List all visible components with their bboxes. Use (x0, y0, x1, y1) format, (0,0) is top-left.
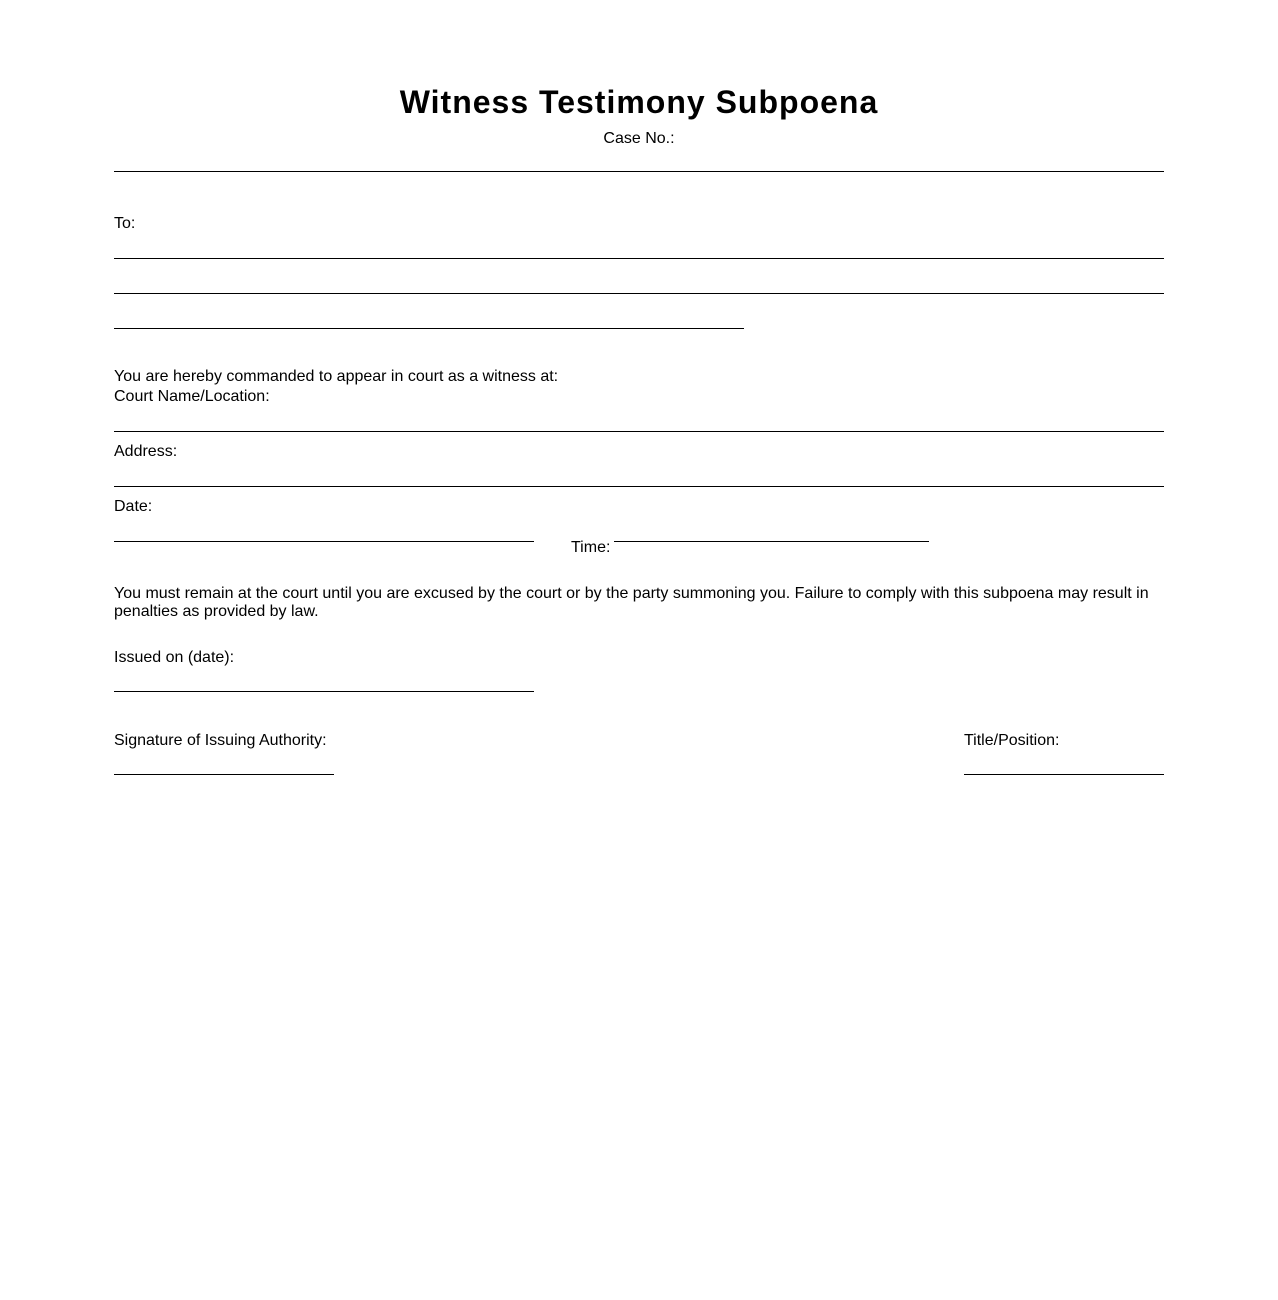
to-label: To: (114, 215, 136, 232)
document-title: Witness Testimony Subpoena (399, 84, 879, 120)
signature-label: Signature of Issuing Authority: (114, 732, 327, 749)
header-divider (114, 171, 1164, 172)
date-field[interactable] (114, 541, 534, 542)
to-line-2-field[interactable] (114, 293, 1164, 294)
title-position-field[interactable] (964, 774, 1164, 775)
to-line-3-field[interactable] (114, 328, 744, 329)
signature-field[interactable] (114, 774, 334, 775)
title-position-label: Title/Position: (964, 732, 1060, 749)
to-line-1-field[interactable] (114, 258, 1164, 259)
address-field[interactable] (114, 486, 1164, 487)
command-text: You are hereby commanded to appear in court as a witness at: (114, 368, 559, 385)
issued-date-field[interactable] (114, 691, 534, 692)
date-label: Date: (114, 498, 153, 515)
court-name-label: Court Name/Location: (114, 388, 270, 405)
issued-date-label: Issued on (date): (114, 649, 235, 666)
compliance-notice: You must remain at the court until you are excused by the court or by the party summoning you. Failure to comply with this subpoena may result in penalties as provided by law. (114, 585, 1149, 620)
address-label: Address: (114, 443, 178, 460)
case-number-label: Case No.: (603, 130, 675, 147)
time-field[interactable] (614, 541, 929, 542)
court-name-field[interactable] (114, 431, 1164, 432)
time-label: Time: (571, 539, 611, 556)
